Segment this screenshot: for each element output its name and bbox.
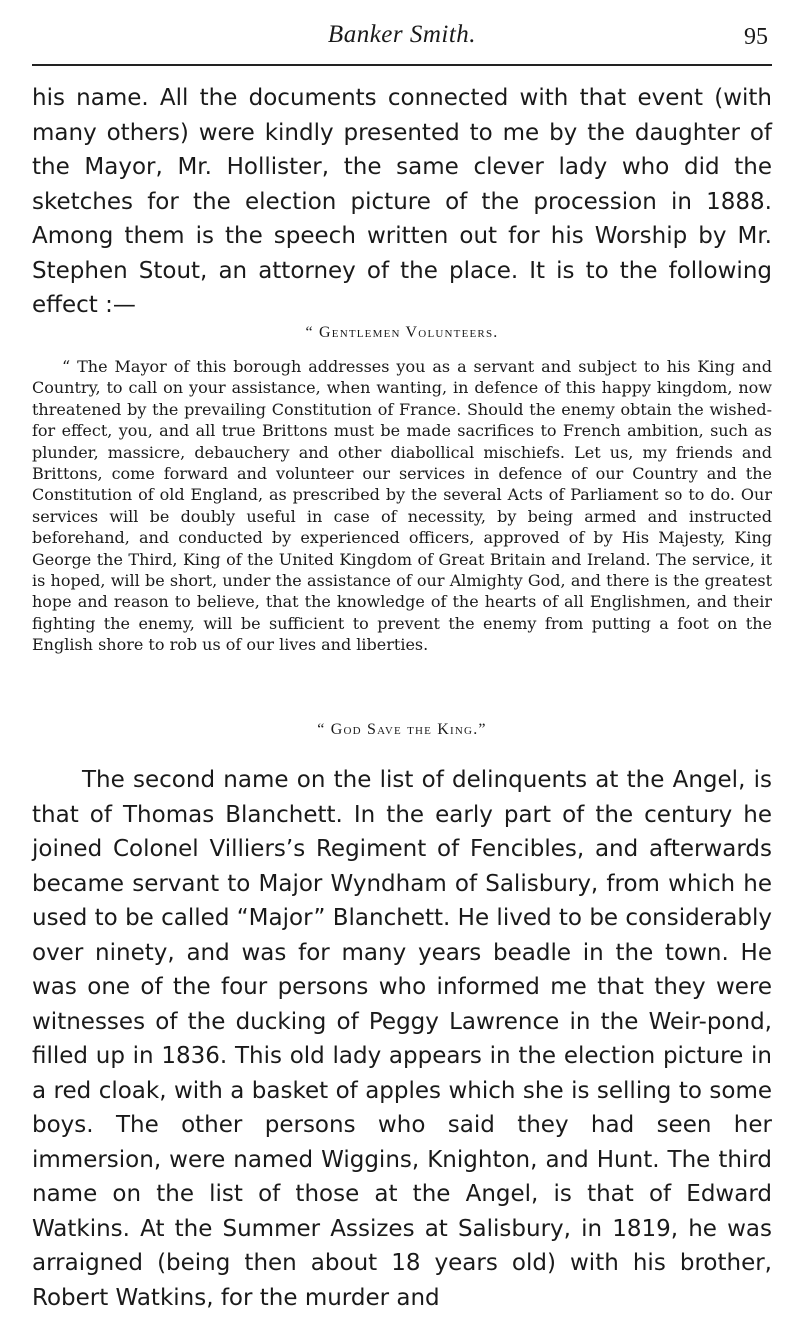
book-page xyxy=(32,0,772,1334)
quoted-speech: “ The Mayor of this borough addresses you as a servant and subject to his King and Country, to call on your assistance, when wanting, in defence of this happy kingdom, now threatened by the prevailing Constitution of France. Should the enemy obtain the wished-for effect, you, and all true Brittons must be made sacrifices to French ambition, such as plunder, massicre, debauchery and other diabollical mischiefs. Let us, my friends and Brittons, come forward and volunteer our services in defence of our Country and the Constitution of old England, as prescribed by the several Acts of Parliament so to do. Our services will be doubly useful in case of necessity, by being armed and instructed beforehand, and conducted by experienced officers, approved of by His Majesty, King George the Third, King of the United Kingdom of Great Britain and Ireland. The service, it is hoped, will be short, under the assistance of our Almighty God, and there is the greatest hope and reason to believe, that the knowledge of the hearts of all Englishmen, and their fighting the enemy, will be sufficient to prevent the enemy from putting a foot on the English shore to rob us of our lives and liberties. xyxy=(32,357,772,655)
paragraph-intro: his name. All the documents connected with that event (with many others) were kindly presented to me by the daughter of the Mayor, Mr. Hollister, the same clever lady who did the sketches for the election picture of the procession in 1888. Among them is the speech written out for his Worship by Mr. Stephen Stout, an attorney of the place. It is to the following effect :— xyxy=(32,85,772,318)
page-number: 95 xyxy=(744,24,768,50)
quote-heading: “ Gentlemen Volunteers. xyxy=(305,324,499,341)
header-rule xyxy=(32,64,772,66)
page-header xyxy=(32,18,772,54)
quote-signoff: “ God Save the King.” xyxy=(317,721,487,738)
paragraph-delinquents: The second name on the list of delinquents at the Angel, is that of Thomas Blanchett. In the early part of the century he joined Colonel Villiers’s Regiment of Fencibles, and afterwards became servant to Major Wyndham of Salisbury, from which he used to be called “Major” Blanchett. He lived to be considerably over ninety, and was for many years beadle in the town. He was one of the four persons who informed me that they were witnesses of the ducking of Peggy Lawrence in the Weir-pond, filled up in 1836. This old lady appears in the election picture in a red cloak, with a basket of apples which she is selling to some boys. The other persons who said they had seen her immersion, were named Wiggins, Knighton, and Hunt. The third name on the list of those at the Angel, is that of Edward Watkins. At the Summer Assizes at Salisbury, in 1819, he was arraigned (being then about 18 years old) with his brother, Robert Watkins, for the murder and xyxy=(32,767,772,1311)
running-title: Banker Smith. xyxy=(327,21,477,48)
